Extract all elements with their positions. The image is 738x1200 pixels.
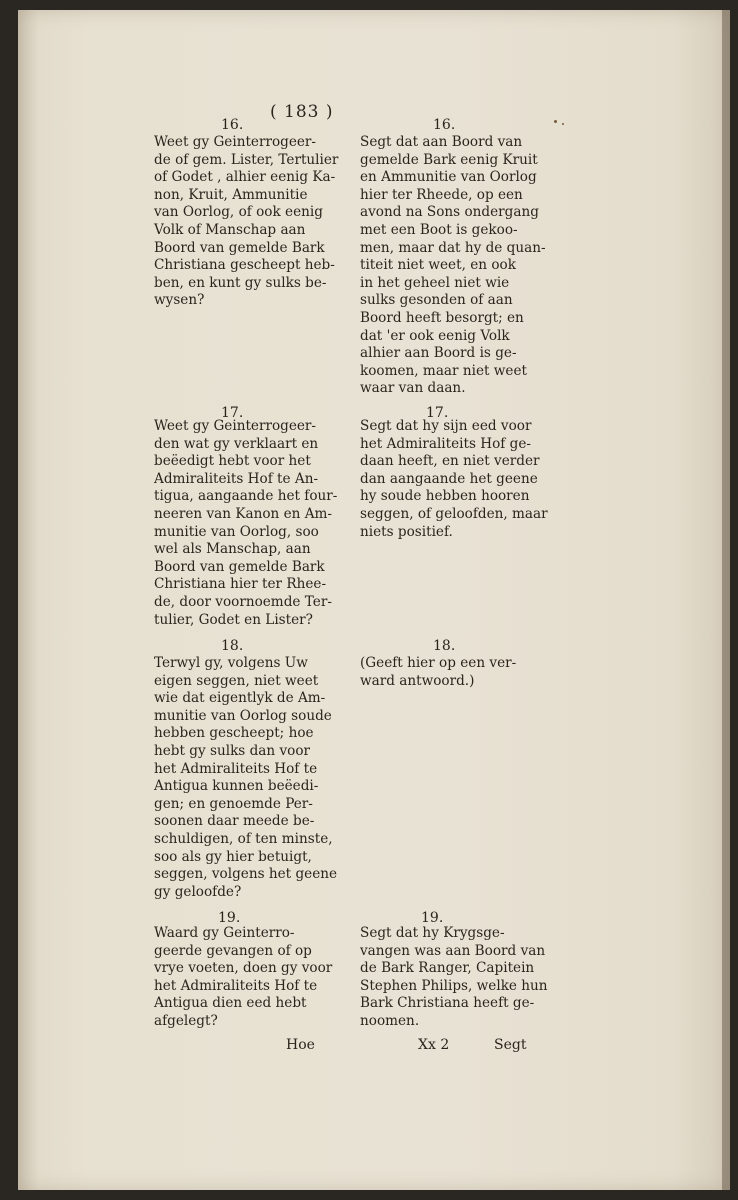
paper-speck	[562, 123, 564, 125]
catchword-left: Hoe	[286, 1037, 315, 1053]
question-19: Waard gy Geinterro- geerde gevangen of op vrye voeten, doen gy voor het Admiraliteits Hof te Antigua dien eed hebt afgelegt?	[154, 925, 333, 1029]
question-number-18: 18.	[221, 638, 244, 654]
answer-number-16: 16.	[433, 117, 456, 133]
question-16: Weet gy Geinterrogeer- de of gem. Lister, Tertulier of Godet , alhier eenig Ka- non, Kruit, Ammunitie van Oorlog, of ook eenig Volk of Manschap aan Boord van gemelde Bark Christiana gescheept heb- ben, en kunt gy sulks be- wysen?	[154, 134, 339, 309]
answer-number-18: 18.	[433, 638, 456, 654]
answer-number-17: 17.	[426, 405, 449, 421]
signature-mark: Xx 2	[418, 1037, 450, 1053]
question-number-16: 16.	[221, 117, 244, 133]
question-number-17: 17.	[221, 405, 244, 421]
page-edge	[722, 10, 730, 1190]
book-page	[18, 10, 730, 1190]
page-number: ( 183 )	[270, 102, 334, 122]
question-18: Terwyl gy, volgens Uw eigen seggen, niet weet wie dat eigentlyk de Am- munitie van Oorlog soude hebben gescheept; hoe hebt gy sulks dan voor het Admiraliteits Hof te Antigua kunnen beëedi- gen; en genoemde Per- soonen daar meede be- schuldigen, of ten minste, soo als gy hier betuigt, seggen, volgens het geene gy geloofde?	[154, 655, 338, 900]
question-17: Weet gy Geinterrogeer- den wat gy verklaart en beëedigt hebt voor het Admiraliteits Hof te An- tigua, aangaande het four- neeren van Kanon en Am- munitie van Oorlog, soo wel als Manschap, aan Boord van gemelde Bark Christiana hier ter Rhee- de, door voornoemde Ter- tulier, Godet en Lister?	[154, 418, 338, 628]
answer-number-19: 19.	[421, 910, 444, 926]
question-number-19: 19.	[218, 910, 241, 926]
paper-speck	[554, 120, 557, 123]
catchword-right: Segt	[494, 1037, 527, 1053]
answer-19: Segt dat hy Krygsge- vangen was aan Boord van de Bark Ranger, Capitein Stephen Philips, welke hun Bark Christiana heeft ge- noomen.	[360, 925, 548, 1029]
answer-18: (Geeft hier op een ver- ward antwoord.)	[360, 655, 517, 689]
answer-16: Segt dat aan Boord van gemelde Bark eenig Kruit en Ammunitie van Oorlog hier ter Rheede, op een avond na Sons ondergang met een Boot is gekoo- men, maar dat hy de quan- titeit niet weet, en ook in het geheel niet wie sulks gesonden of aan Boord heeft besorgt; en dat 'er ook eenig Volk alhier aan Boord is ge- koomen, maar niet weet waar van daan.	[360, 134, 546, 397]
answer-17: Segt dat hy sijn eed voor het Admiraliteits Hof ge- daan heeft, en niet verder dan aangaande het geene hy soude hebben hooren seggen, of geloofden, maar niets positief.	[360, 418, 548, 540]
